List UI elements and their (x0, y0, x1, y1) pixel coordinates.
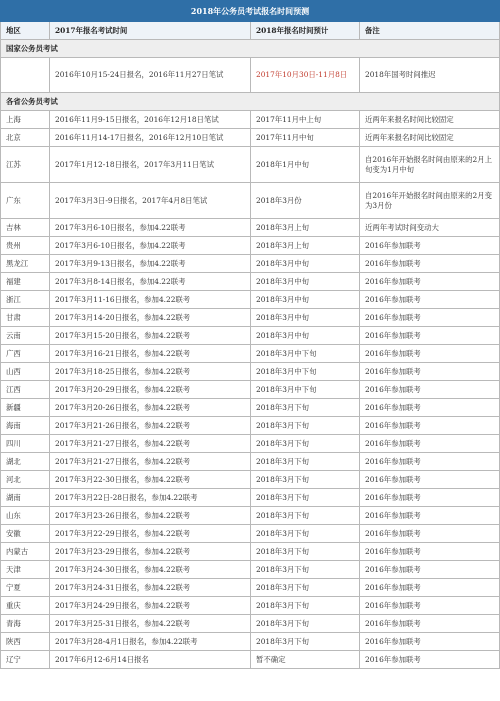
cell-remarks: 2016年参加联考 (360, 507, 500, 525)
cell-remarks: 2016年参加联考 (360, 435, 500, 453)
cell-remarks: 近两年来报名时间比较固定 (360, 129, 500, 147)
cell-region: 陕西 (1, 633, 50, 651)
national-2017-time: 2016年10月15-24日报名，2016年11月27日笔试 (50, 58, 251, 93)
cell-2017-time: 2017年1月12-18日报名，2017年3月11日笔试 (50, 147, 251, 183)
cell-2018-forecast: 2018年3月上旬 (251, 237, 360, 255)
table-row (1, 399, 500, 417)
cell-region: 吉林 (1, 219, 50, 237)
cell-2018-forecast: 2018年3月中旬 (251, 309, 360, 327)
cell-2017-time: 2017年3月22日-28日报名，参加4.22联考 (50, 489, 251, 507)
cell-2017-time: 2017年3月11-16日报名，参加4.22联考 (50, 291, 251, 309)
cell-2017-time: 2017年3月23-26日报名，参加4.22联考 (50, 507, 251, 525)
cell-remarks: 2016年参加联考 (360, 471, 500, 489)
cell-region: 辽宁 (1, 651, 50, 669)
cell-2017-time: 2017年3月3日-9日报名，2017年4月8日笔试 (50, 183, 251, 219)
cell-region: 青海 (1, 615, 50, 633)
section-national-label: 国家公务员考试 (1, 40, 500, 58)
cell-remarks: 2016年参加联考 (360, 255, 500, 273)
cell-region: 福建 (1, 273, 50, 291)
cell-region: 甘肃 (1, 309, 50, 327)
cell-2018-forecast: 2018年3月下旬 (251, 435, 360, 453)
cell-2018-forecast: 2018年3月中旬 (251, 327, 360, 345)
cell-2018-forecast: 2018年3月下旬 (251, 525, 360, 543)
table-title-row (1, 1, 500, 22)
cell-2017-time: 2017年3月15-20日报名，参加4.22联考 (50, 327, 251, 345)
table-row (1, 363, 500, 381)
table-row (1, 579, 500, 597)
cell-remarks: 2016年参加联考 (360, 399, 500, 417)
cell-2018-forecast: 2018年3月下旬 (251, 489, 360, 507)
cell-remarks: 2016年参加联考 (360, 525, 500, 543)
national-row (1, 58, 500, 93)
cell-2017-time: 2017年3月22-30日报名，参加4.22联考 (50, 471, 251, 489)
cell-remarks: 近两年考试时间变动大 (360, 219, 500, 237)
national-2018-forecast: 2017年10月30日-11月8日 (251, 58, 360, 93)
cell-remarks: 2016年参加联考 (360, 237, 500, 255)
cell-region: 湖南 (1, 489, 50, 507)
cell-remarks: 2016年参加联考 (360, 291, 500, 309)
cell-2017-time: 2017年3月6-10日报名，参加4.22联考 (50, 237, 251, 255)
cell-region: 重庆 (1, 597, 50, 615)
cell-remarks: 2016年参加联考 (360, 561, 500, 579)
cell-2017-time: 2017年3月14-20日报名，参加4.22联考 (50, 309, 251, 327)
cell-2018-forecast: 2018年3月中下旬 (251, 363, 360, 381)
cell-region: 海南 (1, 417, 50, 435)
cell-remarks: 2016年参加联考 (360, 651, 500, 669)
cell-region: 广东 (1, 183, 50, 219)
cell-2017-time: 2017年3月18-25日报名，参加4.22联考 (50, 363, 251, 381)
header-2017-time: 2017年报名考试时间 (50, 22, 251, 40)
table-row (1, 111, 500, 129)
cell-remarks: 2016年参加联考 (360, 633, 500, 651)
cell-2018-forecast: 2018年3月下旬 (251, 399, 360, 417)
cell-2018-forecast: 2018年3月中下旬 (251, 345, 360, 363)
cell-region: 贵州 (1, 237, 50, 255)
section-national (1, 40, 500, 58)
cell-2017-time: 2017年3月23-29日报名，参加4.22联考 (50, 543, 251, 561)
cell-2018-forecast: 暂不确定 (251, 651, 360, 669)
section-provincial (1, 93, 500, 111)
cell-remarks: 自2016年开始报名时间由原来的2月上旬变为1月中旬 (360, 147, 500, 183)
table-row (1, 255, 500, 273)
cell-2017-time: 2017年6月12-6月14日报名 (50, 651, 251, 669)
cell-remarks: 2016年参加联考 (360, 345, 500, 363)
cell-region: 宁夏 (1, 579, 50, 597)
table-row (1, 543, 500, 561)
cell-2018-forecast: 2018年3月上旬 (251, 219, 360, 237)
table-row (1, 651, 500, 669)
table-body (1, 1, 500, 669)
cell-remarks: 2016年参加联考 (360, 615, 500, 633)
cell-2018-forecast: 2018年3月下旬 (251, 543, 360, 561)
cell-2018-forecast: 2018年3月中旬 (251, 255, 360, 273)
cell-remarks: 2016年参加联考 (360, 597, 500, 615)
table-row (1, 327, 500, 345)
cell-region: 河北 (1, 471, 50, 489)
cell-2017-time: 2017年3月9-13日报名，参加4.22联考 (50, 255, 251, 273)
table-row (1, 489, 500, 507)
cell-2017-time: 2017年3月6-10日报名，参加4.22联考 (50, 219, 251, 237)
table-row (1, 129, 500, 147)
table-row (1, 381, 500, 399)
cell-2018-forecast: 2018年3月下旬 (251, 507, 360, 525)
cell-2017-time: 2017年3月16-21日报名，参加4.22联考 (50, 345, 251, 363)
cell-2017-time: 2017年3月25-31日报名，参加4.22联考 (50, 615, 251, 633)
header-2018-forecast: 2018年报名时间预计 (251, 22, 360, 40)
cell-remarks: 2016年参加联考 (360, 543, 500, 561)
national-remarks: 2018年国考时间推迟 (360, 58, 500, 93)
cell-2017-time: 2016年11月9-15日报名，2016年12月18日笔试 (50, 111, 251, 129)
cell-region: 广西 (1, 345, 50, 363)
table-row (1, 183, 500, 219)
cell-remarks: 近两年来报名时间比较固定 (360, 111, 500, 129)
cell-2018-forecast: 2018年3月中旬 (251, 291, 360, 309)
table-row (1, 615, 500, 633)
table-row (1, 597, 500, 615)
table-row (1, 309, 500, 327)
table-row (1, 219, 500, 237)
cell-2018-forecast: 2018年3月份 (251, 183, 360, 219)
cell-2017-time: 2017年3月8-14日报名，参加4.22联考 (50, 273, 251, 291)
table-row (1, 507, 500, 525)
cell-region: 新疆 (1, 399, 50, 417)
table-row (1, 147, 500, 183)
cell-2017-time: 2017年3月21-27日报名，参加4.22联考 (50, 453, 251, 471)
table-header-row (1, 22, 500, 40)
cell-2017-time: 2017年3月21-26日报名，参加4.22联考 (50, 417, 251, 435)
header-remarks: 备注 (360, 22, 500, 40)
table-row (1, 345, 500, 363)
cell-remarks: 2016年参加联考 (360, 273, 500, 291)
cell-region: 湖北 (1, 453, 50, 471)
cell-remarks: 2016年参加联考 (360, 489, 500, 507)
cell-region: 上海 (1, 111, 50, 129)
cell-2018-forecast: 2018年3月下旬 (251, 453, 360, 471)
cell-2018-forecast: 2018年3月下旬 (251, 471, 360, 489)
cell-2017-time: 2017年3月24-31日报名，参加4.22联考 (50, 579, 251, 597)
cell-2017-time: 2017年3月22-29日报名，参加4.22联考 (50, 525, 251, 543)
cell-2018-forecast: 2018年3月中下旬 (251, 381, 360, 399)
section-provincial-label: 各省公务员考试 (1, 93, 500, 111)
cell-2017-time: 2017年3月24-29日报名，参加4.22联考 (50, 597, 251, 615)
cell-remarks: 2016年参加联考 (360, 417, 500, 435)
cell-2018-forecast: 2018年3月下旬 (251, 615, 360, 633)
table-row (1, 525, 500, 543)
cell-2018-forecast: 2017年11月中旬 (251, 129, 360, 147)
cell-remarks: 2016年参加联考 (360, 327, 500, 345)
cell-region: 内蒙古 (1, 543, 50, 561)
cell-region: 安徽 (1, 525, 50, 543)
cell-remarks: 2016年参加联考 (360, 381, 500, 399)
cell-region: 山西 (1, 363, 50, 381)
cell-2017-time: 2017年3月20-29日报名，参加4.22联考 (50, 381, 251, 399)
table-row (1, 453, 500, 471)
cell-remarks: 2016年参加联考 (360, 363, 500, 381)
cell-2018-forecast: 2018年3月下旬 (251, 579, 360, 597)
header-region: 地区 (1, 22, 50, 40)
cell-2018-forecast: 2018年3月下旬 (251, 597, 360, 615)
table-row (1, 237, 500, 255)
cell-2018-forecast: 2017年11月中上旬 (251, 111, 360, 129)
table-title: 2018年公务员考试报名时间预测 (1, 1, 500, 22)
national-region (1, 58, 50, 93)
cell-2017-time: 2017年3月24-30日报名，参加4.22联考 (50, 561, 251, 579)
cell-remarks: 自2016年开始报名时间由原来的2月变为3月份 (360, 183, 500, 219)
cell-2017-time: 2017年3月21-27日报名，参加4.22联考 (50, 435, 251, 453)
table-row (1, 291, 500, 309)
cell-region: 北京 (1, 129, 50, 147)
cell-region: 浙江 (1, 291, 50, 309)
cell-2018-forecast: 2018年3月中旬 (251, 273, 360, 291)
cell-2017-time: 2017年3月28-4月1日报名，参加4.22联考 (50, 633, 251, 651)
cell-remarks: 2016年参加联考 (360, 309, 500, 327)
cell-region: 山东 (1, 507, 50, 525)
cell-region: 天津 (1, 561, 50, 579)
cell-region: 四川 (1, 435, 50, 453)
cell-2018-forecast: 2018年3月下旬 (251, 633, 360, 651)
cell-region: 云南 (1, 327, 50, 345)
table-row (1, 417, 500, 435)
table-row (1, 273, 500, 291)
cell-2017-time: 2017年3月20-26日报名，参加4.22联考 (50, 399, 251, 417)
table-row (1, 471, 500, 489)
cell-region: 黑龙江 (1, 255, 50, 273)
cell-region: 江西 (1, 381, 50, 399)
table-row (1, 435, 500, 453)
cell-2017-time: 2016年11月14-17日报名，2016年12月10日笔试 (50, 129, 251, 147)
cell-2018-forecast: 2018年3月下旬 (251, 561, 360, 579)
cell-remarks: 2016年参加联考 (360, 579, 500, 597)
cell-2018-forecast: 2018年3月下旬 (251, 417, 360, 435)
cell-region: 江苏 (1, 147, 50, 183)
cell-remarks: 2016年参加联考 (360, 453, 500, 471)
cell-2018-forecast: 2018年1月中旬 (251, 147, 360, 183)
table-row (1, 633, 500, 651)
table-row (1, 561, 500, 579)
